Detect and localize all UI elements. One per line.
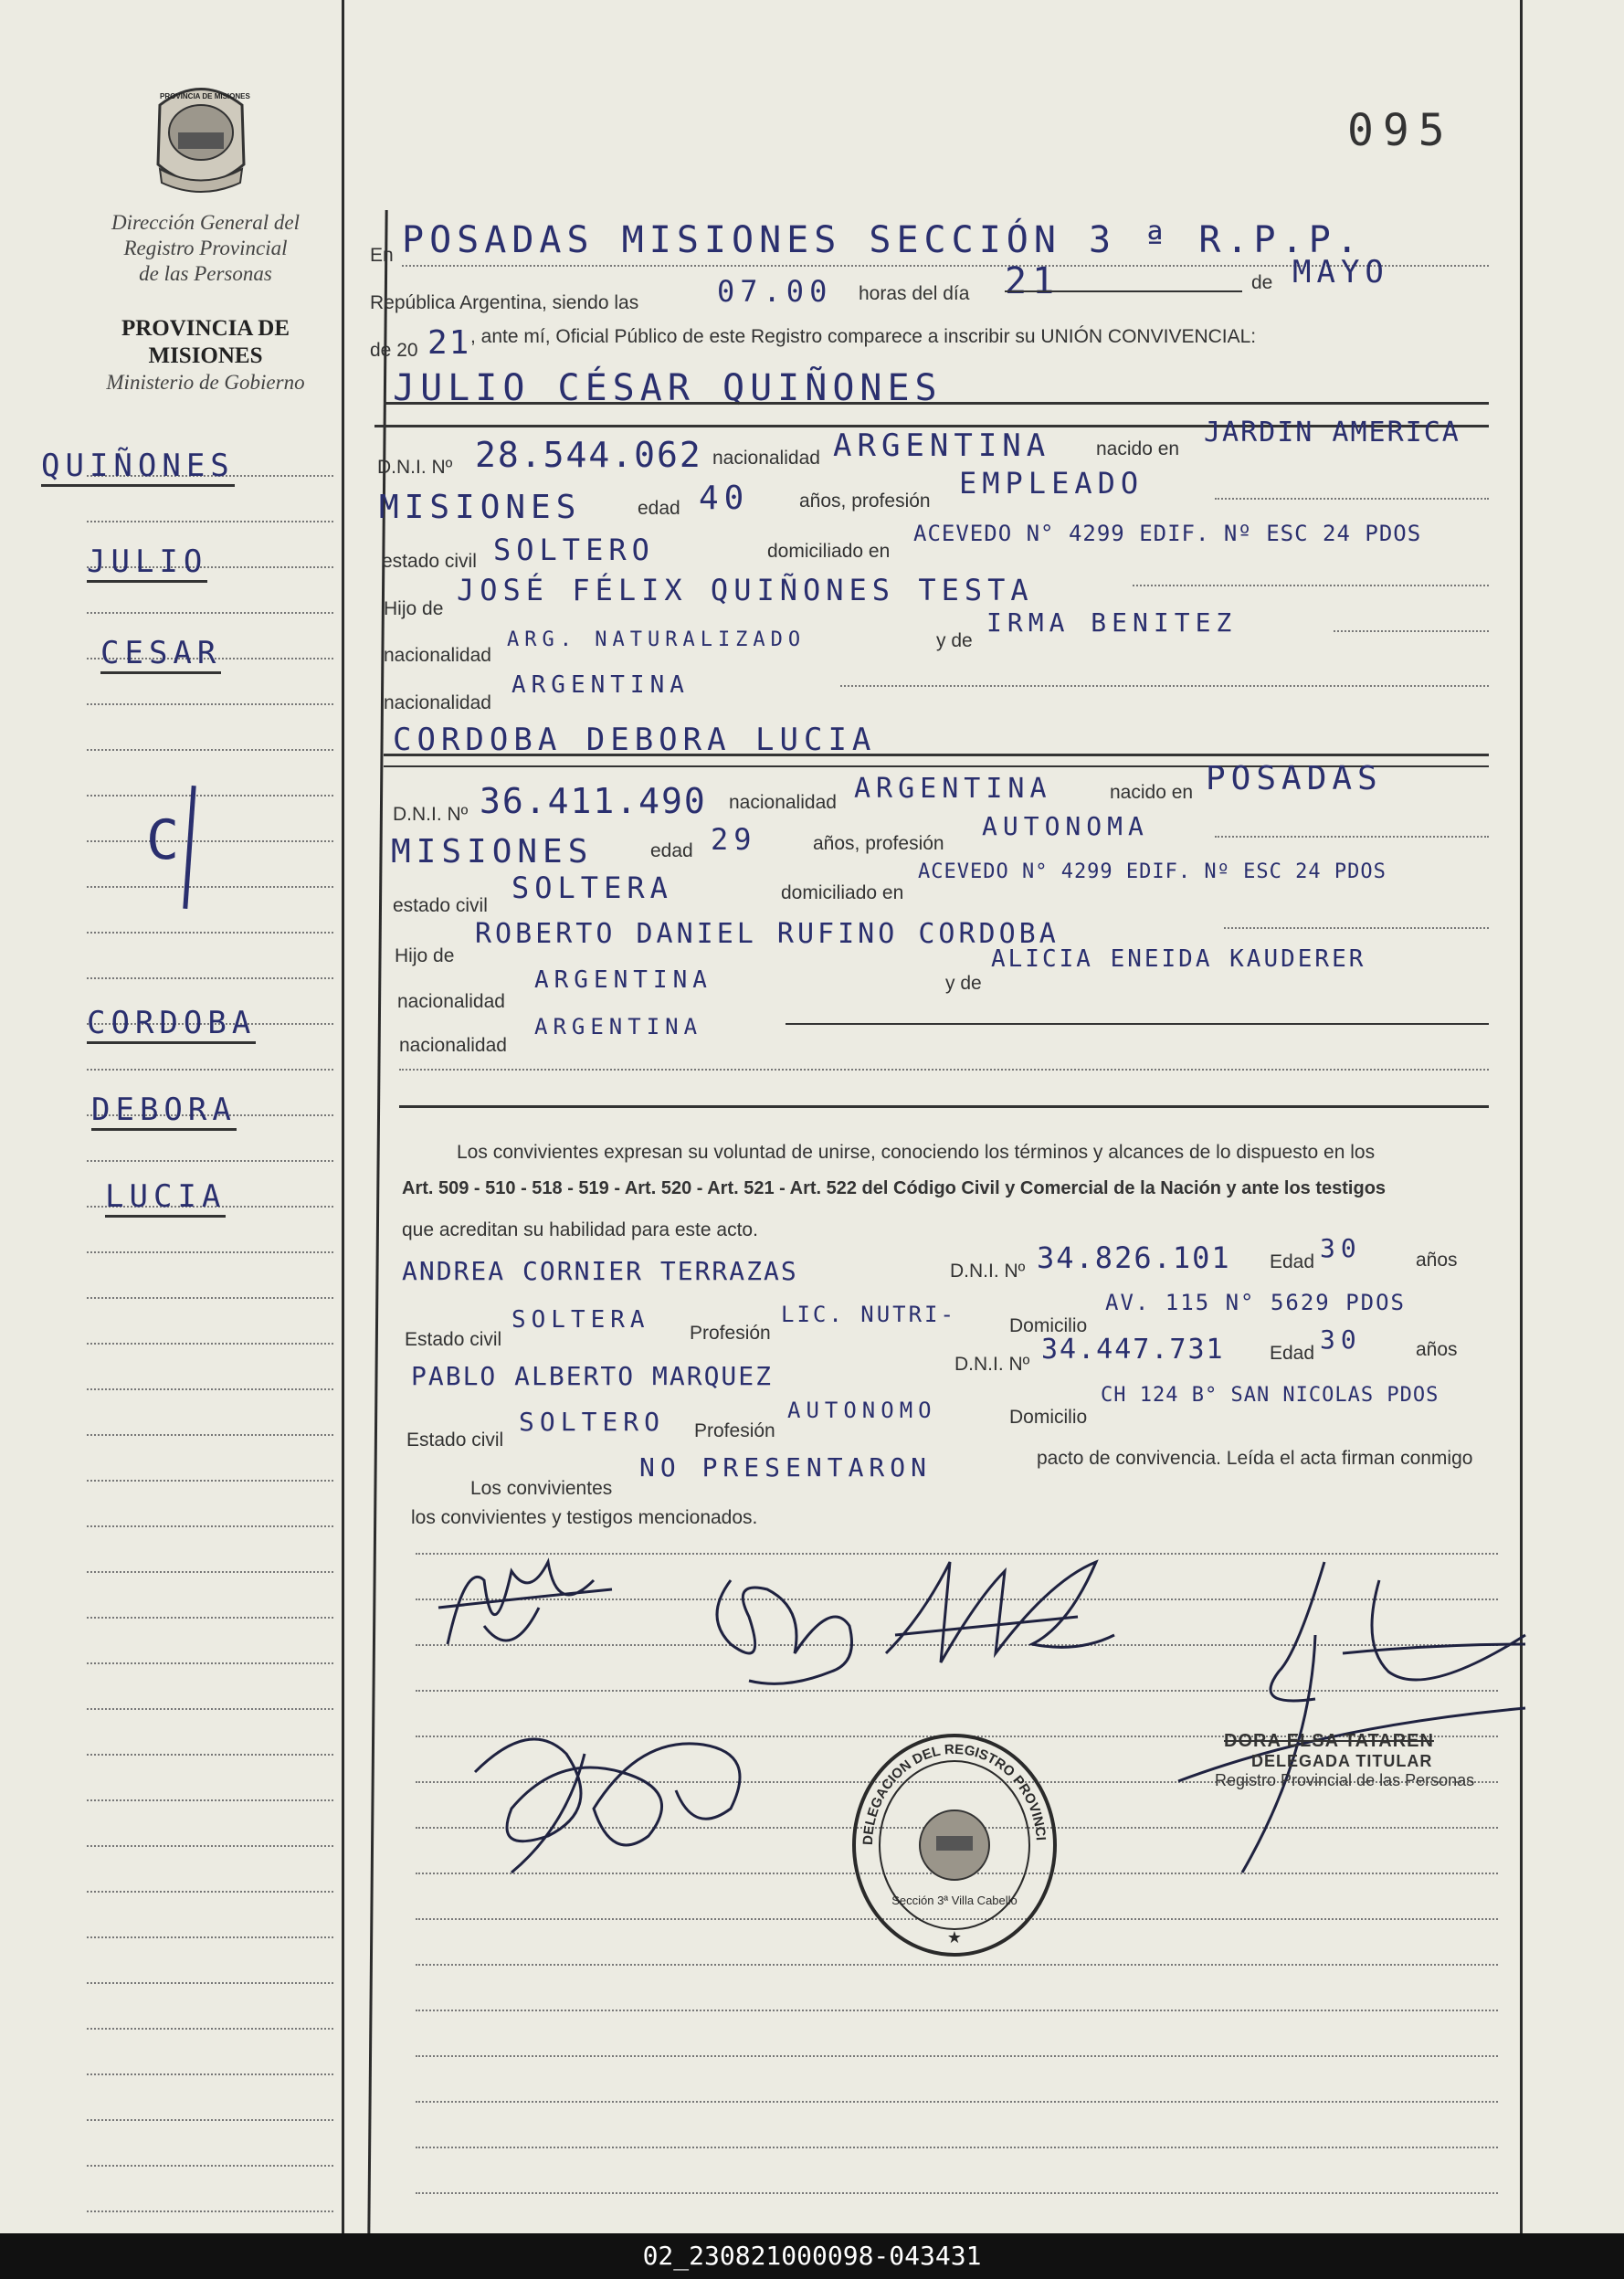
margin-ruled-line bbox=[87, 1617, 333, 1619]
p2-prof-value: AUTONOMA bbox=[982, 811, 1149, 841]
svg-text:★: ★ bbox=[946, 1928, 963, 1947]
p1-nat-value: ARGENTINA bbox=[833, 427, 1051, 464]
province-title bbox=[73, 315, 338, 396]
footer-id: 02_230821000098-043431 bbox=[642, 2241, 982, 2271]
p2-age-label: edad bbox=[650, 840, 693, 861]
p1-years-label: años, profesión bbox=[799, 491, 931, 512]
intro-text: , ante mí, Oficial Público de este Registro comparece a inscribir su UNIÓN CONVIVENCIAL: bbox=[470, 326, 1257, 347]
margin-ruled-line bbox=[87, 612, 333, 614]
margin-name-cordoba: CORDOBA bbox=[87, 1005, 256, 1044]
closing-line-2: los convivientes y testigos mencionados. bbox=[411, 1507, 758, 1528]
p1-mnat-label: nacionalidad bbox=[384, 692, 491, 713]
w2-prof-value: AUTONOMO bbox=[787, 1398, 937, 1423]
official-title: DELEGADA TITULAR bbox=[1251, 1752, 1433, 1770]
w1-years-label: años bbox=[1416, 1250, 1458, 1271]
underline bbox=[1005, 290, 1242, 292]
w1-civil-value: SOLTERA bbox=[511, 1306, 650, 1334]
province-line-1: PROVINCIA DE bbox=[121, 316, 290, 341]
margin-name-lucia: LUCIA bbox=[105, 1178, 226, 1218]
signature-official bbox=[1142, 1544, 1534, 1882]
p2-fnat-value: ARGENTINA bbox=[534, 966, 712, 994]
p1-dom-label: domiciliado en bbox=[767, 541, 891, 562]
p1-civil-value: SOLTERO bbox=[493, 533, 655, 567]
p2-nat-label: nacionalidad bbox=[729, 792, 837, 813]
form-ruled-line bbox=[416, 2101, 1498, 2103]
p1-father-value: JOSÉ FÉLIX QUIÑONES TESTA bbox=[457, 573, 1034, 607]
year-label: de 20 bbox=[370, 340, 418, 361]
footer-bar bbox=[0, 2233, 1624, 2279]
partner2-name: CORDOBA DEBORA LUCIA bbox=[393, 722, 877, 758]
p1-son-label: Hijo de bbox=[384, 598, 444, 619]
w1-prof-label: Profesión bbox=[690, 1323, 771, 1344]
w1-age-value: 30 bbox=[1320, 1233, 1362, 1263]
margin-ruled-line bbox=[87, 1571, 333, 1573]
margin-ruled-line bbox=[87, 703, 333, 705]
seal-inner-text: Sección 3ª Villa Cabello bbox=[891, 1894, 1018, 1907]
partner1-name: JULIO CÉSAR QUIÑONES bbox=[393, 367, 943, 409]
w2-dni-label: D.N.I. Nº bbox=[954, 1354, 1030, 1375]
margin-ruled-line bbox=[87, 1297, 333, 1299]
margin-ruled-line bbox=[87, 2210, 333, 2212]
en-label: En bbox=[370, 245, 394, 266]
dotted-line bbox=[1133, 585, 1489, 586]
office-line-1: Dirección General del bbox=[111, 211, 301, 234]
page-number: 095 bbox=[1347, 105, 1454, 156]
p1-age-label: edad bbox=[638, 498, 680, 519]
signature-witness1 bbox=[868, 1544, 1123, 1681]
p2-fnat-label: nacionalidad bbox=[397, 991, 505, 1012]
margin-ruled-line bbox=[87, 1662, 333, 1664]
p2-civil-value: SOLTERA bbox=[511, 870, 673, 905]
w2-dom-label: Domicilio bbox=[1009, 1407, 1088, 1428]
margin-name-quinones: QUIÑONES bbox=[41, 448, 235, 487]
p2-born-value-2: MISIONES bbox=[391, 833, 594, 870]
p1-fnat-label: nacionalidad bbox=[384, 645, 491, 666]
margin-ruled-line bbox=[87, 840, 333, 842]
declaration-line-2: Art. 509 - 510 - 518 - 519 - Art. 520 - Art. 521 - Art. 522 del Código Civil y Comercial de la Nación y ante los testigos bbox=[402, 1178, 1387, 1198]
w2-civil-label: Estado civil bbox=[406, 1430, 504, 1451]
p2-dom-label: domiciliado en bbox=[781, 882, 904, 903]
w1-name: ANDREA CORNIER TERRAZAS bbox=[402, 1256, 798, 1286]
rule bbox=[384, 402, 1489, 405]
official-stamp bbox=[1215, 1731, 1516, 1790]
province-logo bbox=[142, 78, 260, 196]
declaration-line-1: Los convivientes expresan su voluntad de unirse, conociendo los términos y alcances de lo dispuesto en los bbox=[457, 1142, 1376, 1163]
left-margin-rule bbox=[342, 0, 344, 2233]
p2-civil-label: estado civil bbox=[393, 895, 488, 916]
p1-yde-label: y de bbox=[936, 630, 973, 651]
p2-born-value: POSADAS bbox=[1206, 760, 1383, 797]
p1-born-label: nacido en bbox=[1096, 438, 1180, 459]
day-value: 21 bbox=[1005, 260, 1060, 302]
w2-dom-value: CH 124 B° SAN NICOLAS PDOS bbox=[1101, 1384, 1439, 1407]
rule bbox=[399, 1105, 1489, 1108]
form-ruled-line bbox=[416, 2055, 1498, 2057]
margin-ruled-line bbox=[87, 977, 333, 979]
p1-civil-label: estado civil bbox=[382, 551, 477, 572]
ministry-line: Ministerio de Gobierno bbox=[106, 371, 305, 394]
margin-ruled-line bbox=[87, 2165, 333, 2167]
margin-ruled-line bbox=[87, 2028, 333, 2030]
margin-ruled-line bbox=[87, 2119, 333, 2121]
w2-age-label: Edad bbox=[1270, 1343, 1315, 1364]
closing-prefix: Los convivientes bbox=[470, 1478, 613, 1499]
rule bbox=[384, 754, 1489, 756]
p2-mother-value: ALICIA ENEIDA KAUDERER bbox=[991, 945, 1366, 973]
signature-partner2 bbox=[694, 1562, 877, 1699]
province-line-2: MISIONES bbox=[148, 343, 263, 368]
w2-prof-label: Profesión bbox=[694, 1420, 775, 1441]
w1-civil-label: Estado civil bbox=[405, 1329, 502, 1350]
margin-ruled-line bbox=[87, 1434, 333, 1436]
office-title bbox=[73, 210, 338, 287]
p1-dni-value: 28.544.062 bbox=[475, 435, 702, 475]
margin-ruled-line bbox=[87, 1754, 333, 1756]
margin-ruled-line bbox=[87, 795, 333, 797]
p2-age-value: 29 bbox=[711, 822, 757, 857]
p1-nat-label: nacionalidad bbox=[712, 448, 820, 469]
p2-years-label: años, profesión bbox=[813, 833, 944, 854]
closing-suffix: pacto de convivencia. Leída el acta firman conmigo bbox=[1037, 1448, 1473, 1469]
p1-dom-value: ACEVEDO N° 4299 EDIF. Nº ESC 24 PDOS bbox=[913, 521, 1422, 546]
w1-dom-label: Domicilio bbox=[1009, 1315, 1088, 1336]
p2-born-label: nacido en bbox=[1110, 782, 1194, 803]
form-ruled-line bbox=[416, 2192, 1498, 2194]
republica-label: República Argentina, siendo las bbox=[370, 292, 639, 313]
form-ruled-line bbox=[416, 2010, 1498, 2011]
logo-text: PROVINCIA DE MISIONES bbox=[160, 92, 250, 100]
p1-fnat-value: ARG. NATURALIZADO bbox=[507, 628, 807, 651]
hours-label: horas del día bbox=[859, 283, 970, 304]
dotted-line bbox=[399, 1069, 1489, 1071]
w2-age-value: 30 bbox=[1320, 1324, 1362, 1355]
closing-pact-value: NO PRESENTARON bbox=[639, 1452, 933, 1482]
p2-mnat-label: nacionalidad bbox=[399, 1035, 507, 1056]
dotted-line bbox=[840, 685, 1489, 687]
w1-prof-value: LIC. NUTRI- bbox=[781, 1302, 956, 1327]
margin-ruled-line bbox=[87, 1069, 333, 1071]
margin-ruled-line bbox=[87, 1708, 333, 1710]
margin-name-cesar: CESAR bbox=[100, 635, 221, 674]
form-ruled-line bbox=[416, 2147, 1498, 2148]
w2-years-label: años bbox=[1416, 1339, 1458, 1360]
p1-born-value-2: MISIONES bbox=[379, 489, 582, 526]
p1-born-value: JARDIN AMERICA bbox=[1204, 417, 1461, 448]
p2-nat-value: ARGENTINA bbox=[854, 773, 1052, 805]
margin-slash-mark bbox=[183, 786, 195, 909]
margin-ruled-line bbox=[87, 1160, 333, 1162]
dotted-line bbox=[1224, 927, 1489, 929]
margin-ruled-line bbox=[87, 749, 333, 751]
w2-dni-value: 34.447.731 bbox=[1041, 1334, 1225, 1366]
official-office: Registro Provincial de las Personas bbox=[1215, 1771, 1475, 1789]
month-value: MAYO bbox=[1292, 254, 1389, 290]
margin-ruled-line bbox=[87, 1343, 333, 1345]
margin-ruled-line bbox=[87, 1388, 333, 1390]
margin-ruled-line bbox=[87, 2073, 333, 2075]
p2-father-value: ROBERTO DANIEL RUFINO CORDOBA bbox=[475, 918, 1060, 950]
office-line-3: de las Personas bbox=[139, 262, 272, 285]
w2-name: PABLO ALBERTO MARQUEZ bbox=[411, 1361, 774, 1391]
signature-witness2 bbox=[457, 1699, 804, 1882]
seal-text: DELEGACION DEL REGISTRO PROVINCI bbox=[859, 1741, 1049, 1846]
form-ruled-line bbox=[416, 1964, 1498, 1966]
margin-ruled-line bbox=[87, 521, 333, 522]
office-line-2: Registro Provincial bbox=[123, 237, 288, 259]
p2-dni-label: D.N.I. Nº bbox=[393, 804, 469, 825]
p1-prof-value: EMPLEADO bbox=[959, 466, 1144, 501]
margin-ruled-line bbox=[87, 932, 333, 934]
dotted-line bbox=[1215, 498, 1489, 500]
right-margin-rule bbox=[1520, 0, 1523, 2233]
margin-ruled-line bbox=[87, 886, 333, 888]
rule bbox=[786, 1023, 1489, 1025]
p2-dom-value: ACEVEDO N° 4299 EDIF. Nº ESC 24 PDOS bbox=[918, 860, 1387, 883]
p1-mnat-value: ARGENTINA bbox=[511, 671, 690, 699]
p2-dni-value: 36.411.490 bbox=[480, 781, 707, 821]
margin-ruled-line bbox=[87, 1525, 333, 1527]
margin-name-julio: JULIO bbox=[87, 543, 207, 583]
margin-ruled-line bbox=[87, 1891, 333, 1893]
margin-ruled-line bbox=[87, 1251, 333, 1253]
p2-mnat-value: ARGENTINA bbox=[534, 1014, 703, 1039]
p2-yde-label: y de bbox=[945, 973, 982, 994]
hour-value: 07.00 bbox=[717, 274, 833, 309]
p1-age-value: 40 bbox=[699, 480, 750, 517]
w1-dni-value: 34.826.101 bbox=[1037, 1240, 1231, 1275]
dotted-line bbox=[1334, 630, 1489, 632]
margin-ruled-line bbox=[87, 1845, 333, 1847]
w1-dni-label: D.N.I. Nº bbox=[950, 1261, 1026, 1282]
p1-mother-value: IRMA BENITEZ bbox=[986, 607, 1238, 638]
year-value: 21 bbox=[427, 324, 471, 362]
margin-name-debora: DEBORA bbox=[91, 1092, 237, 1131]
signature-partner1 bbox=[429, 1544, 630, 1672]
dotted-line bbox=[1215, 836, 1489, 838]
margin-ruled-line bbox=[87, 1799, 333, 1801]
margin-ruled-line bbox=[87, 1480, 333, 1482]
round-seal bbox=[845, 1726, 1064, 1964]
w2-civil-value: SOLTERO bbox=[519, 1407, 666, 1437]
p2-son-label: Hijo de bbox=[395, 945, 455, 966]
place-value: POSADAS MISIONES SECCIÓN 3 ª R.P.P. bbox=[402, 219, 1364, 261]
w1-dom-value: AV. 115 N° 5629 PDOS bbox=[1105, 1290, 1406, 1315]
margin-ruled-line bbox=[87, 1982, 333, 1984]
margin-name-c: C bbox=[146, 808, 185, 872]
w1-age-label: Edad bbox=[1270, 1251, 1315, 1272]
official-name: DORA ELSA TATAREN bbox=[1224, 1731, 1434, 1751]
p1-dni-label: D.N.I. Nº bbox=[377, 457, 453, 478]
de-label: de bbox=[1251, 272, 1273, 293]
margin-ruled-line bbox=[87, 1936, 333, 1938]
declaration-line-3: que acreditan su habilidad para este acto. bbox=[402, 1219, 758, 1240]
